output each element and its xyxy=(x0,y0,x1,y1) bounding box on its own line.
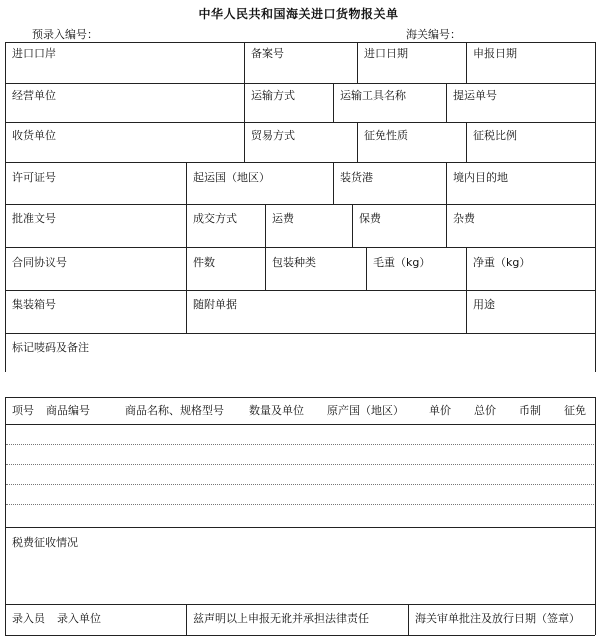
customs-approval-label: 海关审单批注及放行日期（签章） xyxy=(415,612,580,625)
goods-row-line xyxy=(6,484,594,485)
col-quantity-unit: 数量及单位 xyxy=(249,404,304,417)
insurance-label: 保费 xyxy=(359,212,381,225)
declaration-statement: 兹声明以上申报无讹并承担法律责任 xyxy=(193,612,369,625)
license-number-label: 许可证号 xyxy=(12,171,56,184)
entry-person-label: 录入员 xyxy=(12,612,45,625)
usage-label: 用途 xyxy=(473,298,495,311)
record-number-label: 备案号 xyxy=(251,47,284,60)
levy-nature-label: 征免性质 xyxy=(364,129,408,142)
misc-charges-label: 杂费 xyxy=(453,212,475,225)
bill-of-lading-label: 提运单号 xyxy=(453,89,497,102)
domestic-destination-label: 境内目的地 xyxy=(453,171,508,184)
contract-number-label: 合同协议号 xyxy=(12,256,67,269)
loading-port-label: 装货港 xyxy=(340,171,373,184)
approval-number-label: 批准文号 xyxy=(12,212,56,225)
form-title: 中华人民共和国海关进口货物报关单 xyxy=(198,7,399,21)
col-levy-exemption: 征免 xyxy=(564,404,586,417)
goods-row-line xyxy=(6,464,594,465)
package-type-label: 包装种类 xyxy=(272,256,316,269)
freight-label: 运费 xyxy=(272,212,294,225)
attached-documents-label: 随附单据 xyxy=(193,298,237,311)
tax-collection-label: 税费征收情况 xyxy=(12,536,78,549)
transport-vehicle-label: 运输工具名称 xyxy=(340,89,406,102)
declaration-date-label: 申报日期 xyxy=(473,47,517,60)
col-item-number: 项号 xyxy=(12,404,34,417)
import-date-label: 进口日期 xyxy=(364,47,408,60)
tax-ratio-label: 征税比例 xyxy=(473,129,517,142)
operating-unit-label: 经营单位 xyxy=(12,89,56,102)
col-commodity-code: 商品编号 xyxy=(46,404,90,417)
import-port-label: 进口口岸 xyxy=(12,47,56,60)
col-unit-price: 单价 xyxy=(429,404,451,417)
customs-number-label: 海关编号： xyxy=(406,28,461,41)
container-number-label: 集装箱号 xyxy=(12,298,56,311)
gross-weight-label: 毛重（kg） xyxy=(373,256,431,269)
pre-entry-number-label: 预录入编号： xyxy=(32,28,98,41)
origin-country-label: 起运国（地区） xyxy=(193,171,270,184)
goods-row-line xyxy=(6,444,594,445)
net-weight-label: 净重（kg） xyxy=(473,256,531,269)
col-currency: 币制 xyxy=(519,404,541,417)
package-count-label: 件数 xyxy=(193,256,215,269)
entry-unit-label: 录入单位 xyxy=(57,612,101,625)
col-commodity-name-spec: 商品名称、规格型号 xyxy=(125,404,224,417)
marks-and-remarks-label: 标记唛码及备注 xyxy=(12,341,89,354)
transport-mode-label: 运输方式 xyxy=(251,89,295,102)
page-gap xyxy=(0,372,597,397)
col-total-price: 总价 xyxy=(474,404,496,417)
consignee-label: 收货单位 xyxy=(12,129,56,142)
trade-mode-label: 贸易方式 xyxy=(251,129,295,142)
goods-row-line xyxy=(6,504,594,505)
col-origin-country: 原产国（地区） xyxy=(327,404,404,417)
transaction-mode-label: 成交方式 xyxy=(193,212,237,225)
